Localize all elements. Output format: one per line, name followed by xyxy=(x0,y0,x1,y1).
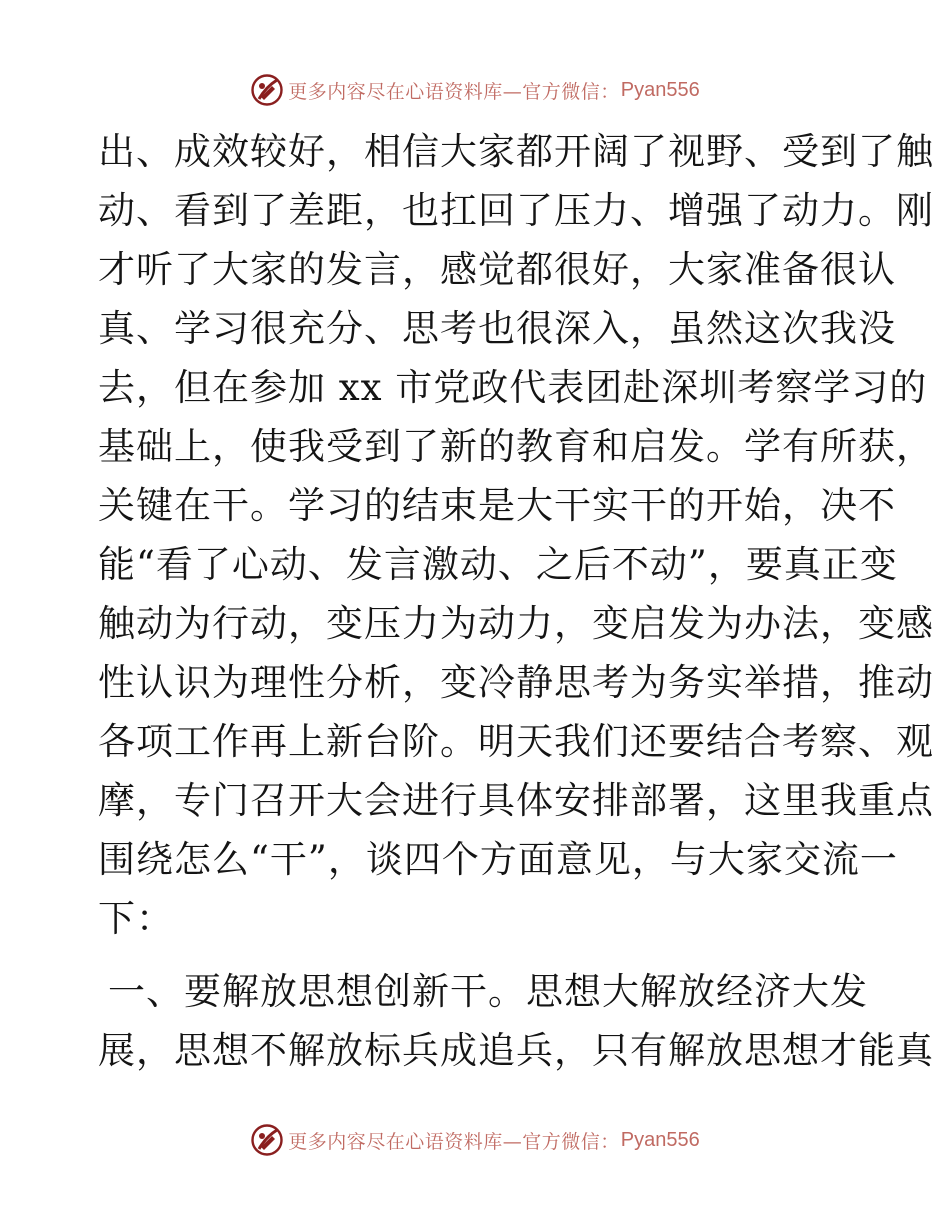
body-line: 关键在干。学习的结束是大干实干的开始，决不 xyxy=(98,484,896,527)
watermark-wechat-id: Pyan556 xyxy=(620,1128,700,1151)
footer-watermark xyxy=(0,1120,950,1160)
body-line: 能“看了心动、发言激动、之后不动”，要真正变 xyxy=(98,543,898,586)
watermark-text: 更多内容尽在心语资料库—官方微信： xyxy=(288,1130,620,1153)
body-line: 才听了大家的发言，感觉都很好，大家准备很认 xyxy=(98,248,896,291)
section-body-line: 展，思想不解放标兵成追兵，只有解放思想才能真 xyxy=(98,1029,934,1072)
body-line: 各项工作再上新台阶。明天我们还要结合考察、观 xyxy=(98,720,934,763)
body-line: 触动为行动，变压力为动力，变启发为办法，变感 xyxy=(98,602,934,645)
document-body xyxy=(98,122,934,1080)
body-line: 围绕怎么“干”，谈四个方面意见，与大家交流一 xyxy=(98,838,898,881)
body-line: 出、成效较好，相信大家都开阔了视野、受到了触 xyxy=(98,130,934,173)
pen-circle-logo-icon xyxy=(250,1123,284,1157)
pen-circle-logo-icon xyxy=(250,73,284,107)
body-line: 动、看到了差距，也扛回了压力、增强了动力。刚 xyxy=(98,189,934,232)
body-line: 去，但在参加 xx 市党政代表团赴深圳考察学习的 xyxy=(98,366,928,409)
header-watermark xyxy=(0,70,950,110)
section-heading-line: 一、要解放思想创新干。思想大解放经济大发 xyxy=(108,970,868,1013)
body-line: 下： xyxy=(98,897,174,940)
body-line: 性认识为理性分析，变冷静思考为务实举措，推动 xyxy=(98,661,934,704)
body-line: 基础上，使我受到了新的教育和启发。学有所获， xyxy=(98,425,934,468)
body-line: 真、学习很充分、思考也很深入，虽然这次我没 xyxy=(98,307,896,350)
body-line: 摩，专门召开大会进行具体安排部署，这里我重点 xyxy=(98,779,934,822)
watermark-text: 更多内容尽在心语资料库—官方微信： xyxy=(288,80,620,103)
watermark-wechat-id: Pyan556 xyxy=(620,78,700,101)
